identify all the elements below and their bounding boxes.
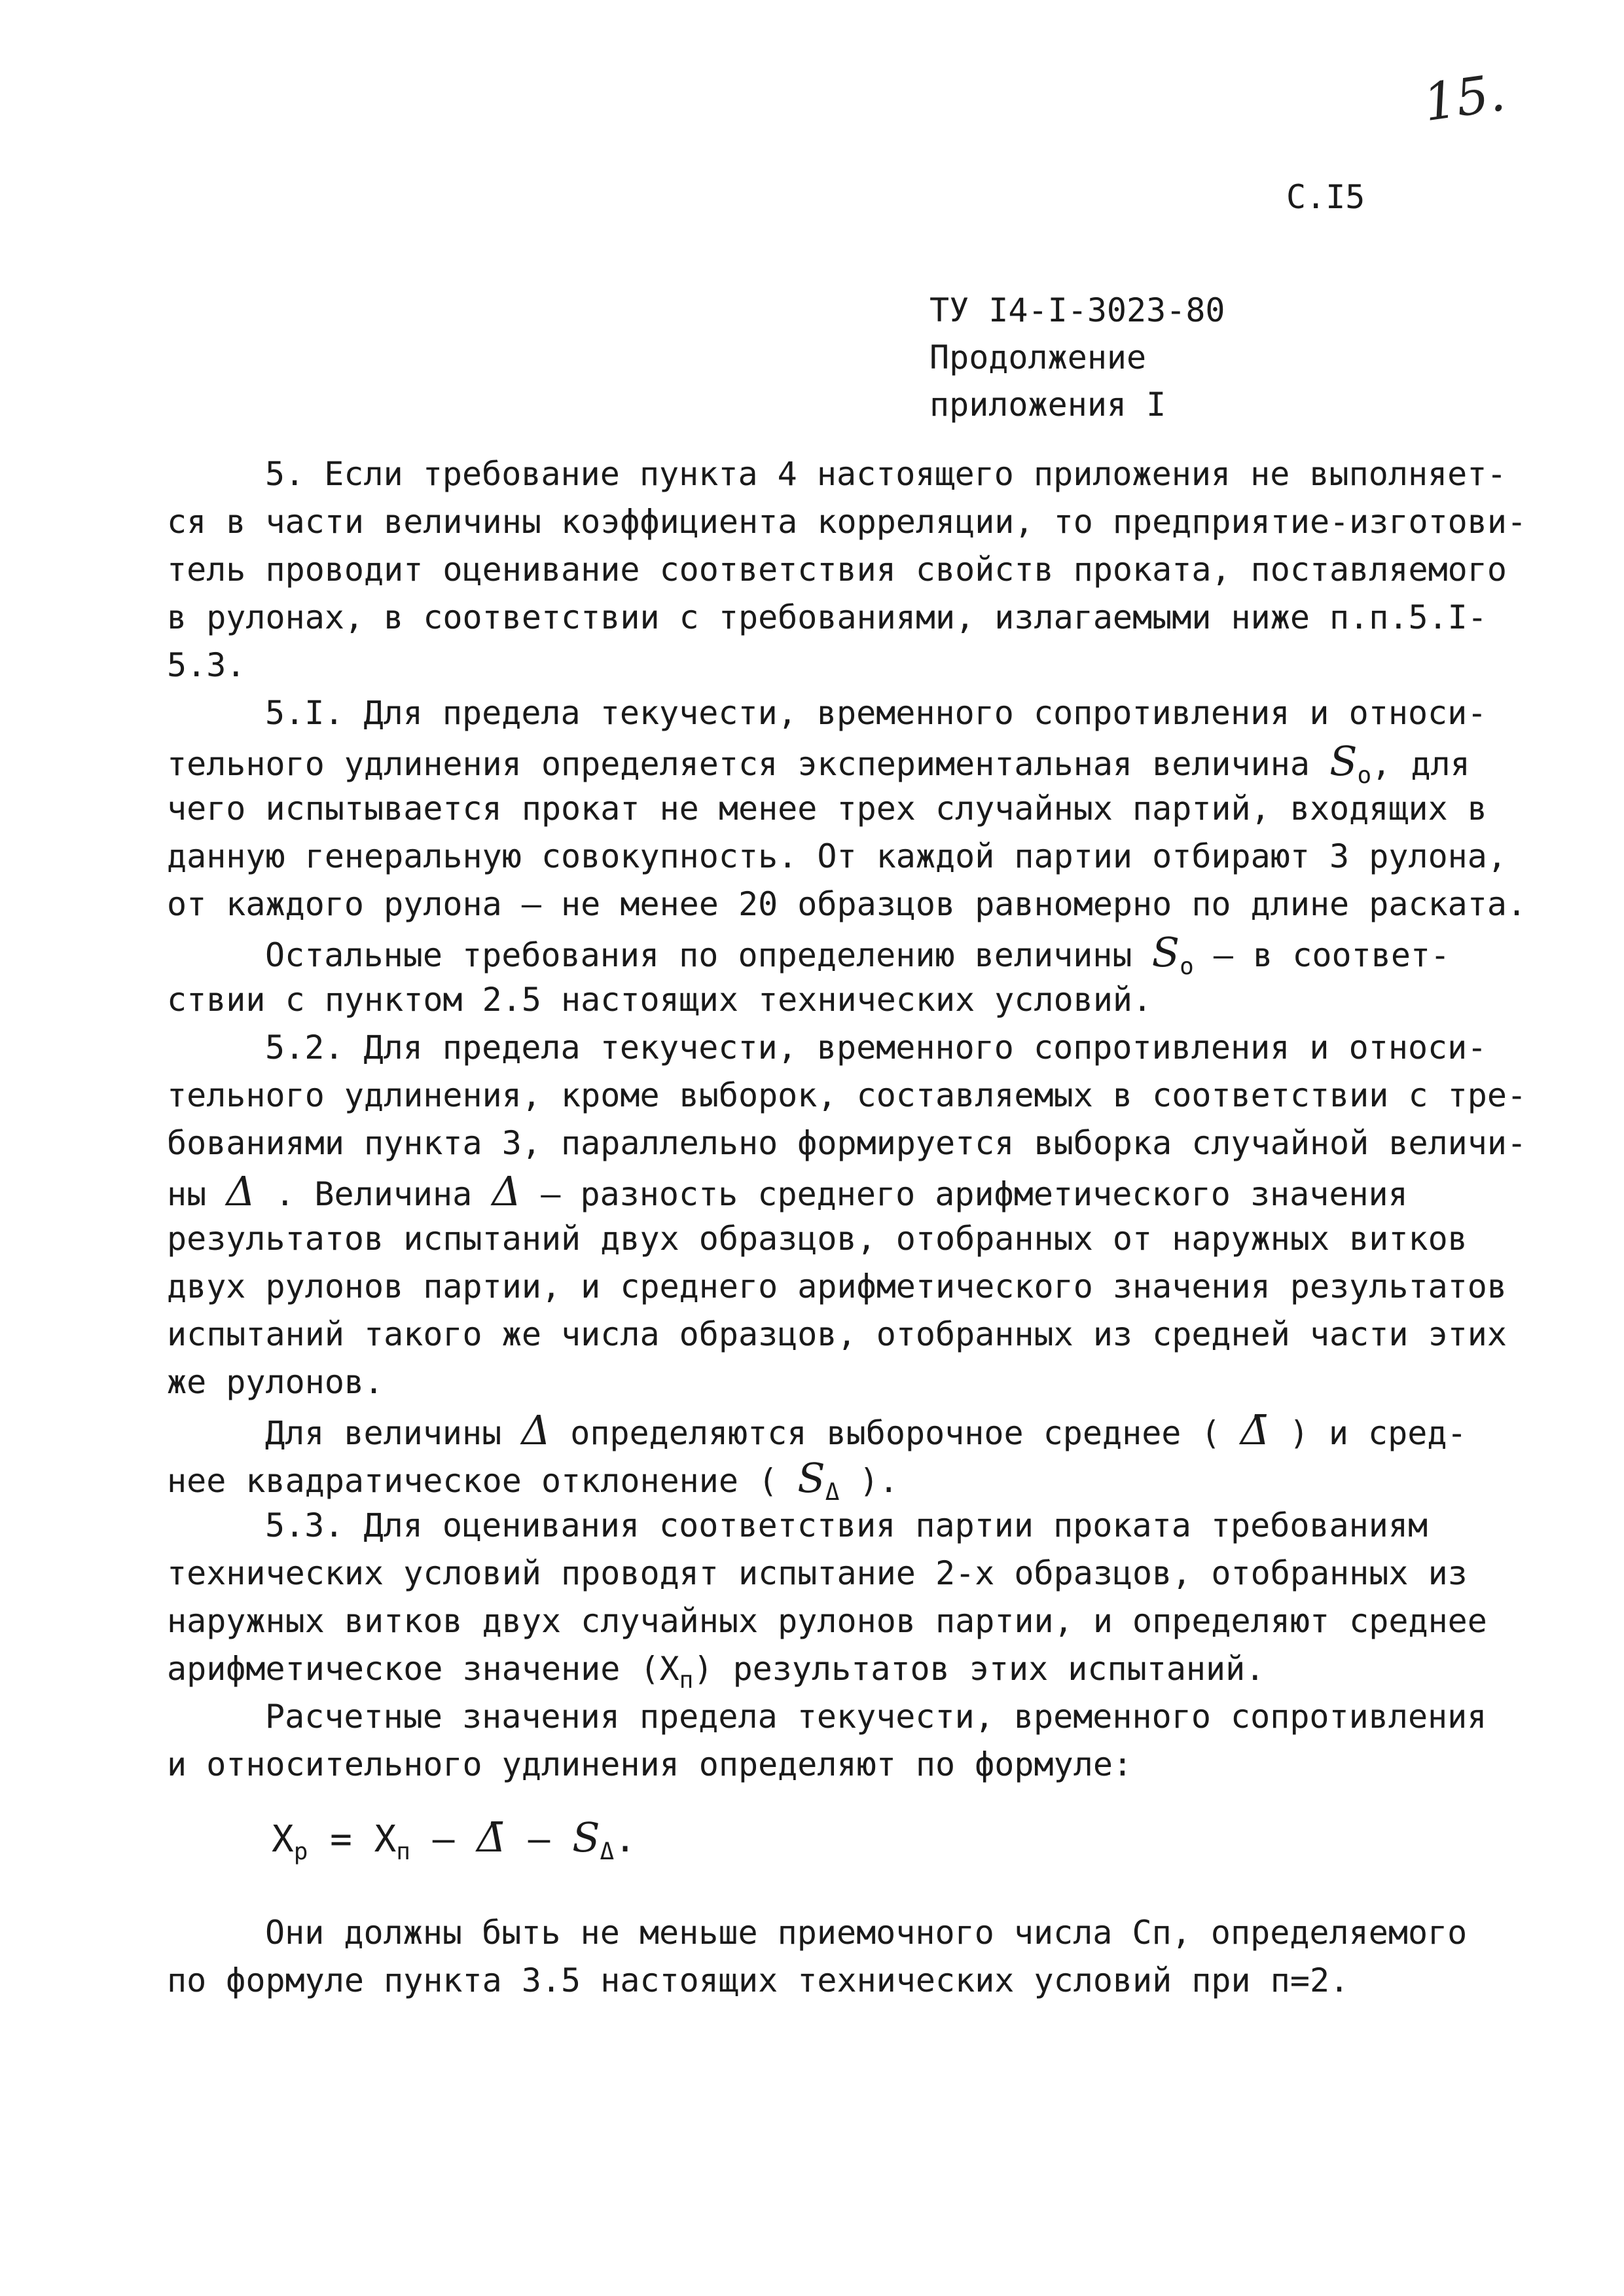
- text-line: чего испытывается прокат не менее трех случайных партий, входящих в: [167, 790, 1487, 828]
- subscript-p: р: [293, 1838, 308, 1865]
- formula-minus: –: [432, 1818, 455, 1861]
- subscript-delta: Δ: [825, 1479, 840, 1506]
- handwritten-page-number: 15.: [1420, 63, 1509, 134]
- formula-xn: X: [374, 1818, 397, 1861]
- text-line: [167, 1645, 1502, 1693]
- text-line: двух рулонов партии, и среднего арифметического значения результатов: [167, 1267, 1507, 1305]
- text-line: и относительного удлинения определяют по формуле:: [167, 1745, 1133, 1783]
- text-line: [167, 928, 1502, 980]
- text-line: же рулонов.: [167, 1363, 384, 1401]
- text-line: наружных витков двух случайных рулонов партии, и определяют среднее: [167, 1602, 1487, 1640]
- text-span: ны: [167, 1175, 207, 1213]
- text-span: Для величины: [265, 1414, 502, 1452]
- symbol-s: S: [1151, 928, 1180, 976]
- text-span: , для: [1371, 745, 1470, 783]
- text-line: тельного удлинения, кроме выборок, составляемых в соответствии с тре-: [167, 1076, 1527, 1114]
- spacer: [167, 1887, 1502, 1909]
- subscript-n: п: [396, 1838, 410, 1865]
- text-span: определяются выборочное среднее (: [570, 1414, 1221, 1452]
- symbol-s: S: [797, 1454, 825, 1502]
- subscript-n: п: [679, 1667, 694, 1694]
- continuation-line-1: Продолжение: [929, 338, 1147, 376]
- text-line: от каждого рулона – не менее 20 образцов равномерно по длине раската.: [167, 885, 1527, 923]
- text-span: – разность среднего арифметического значения: [541, 1175, 1408, 1213]
- text-line: 5.3. Для оценивания соответствия партии проката требованиям: [265, 1506, 1428, 1544]
- text-span: нее квадратическое отклонение (: [167, 1462, 778, 1500]
- symbol-s: S: [1329, 737, 1358, 785]
- text-line: по формуле пункта 3.5 настоящих технических условий при п=2.: [167, 1961, 1350, 1999]
- text-span: ) и сред-: [1289, 1414, 1467, 1452]
- text-line: тель проводит оценивание соответствия свойств проката, поставляемого: [167, 551, 1507, 589]
- text-line: [167, 1167, 1502, 1215]
- text-line: ся в части величины коэффициента корреляции, то предприятие-изготови-: [167, 503, 1527, 541]
- text-line: технических условий проводят испытание 2-х образцов, отобранных из: [167, 1554, 1468, 1592]
- text-span: арифметическое значение (X: [167, 1650, 679, 1688]
- symbol-delta-bar: Δ̄: [477, 1813, 506, 1861]
- document-body: [167, 450, 1527, 2005]
- subscript-o: о: [1180, 953, 1194, 980]
- text-span: ) результатов этих испытаний.: [693, 1650, 1265, 1688]
- text-span: тельного удлинения определяется экспериментальная величина: [167, 745, 1310, 783]
- page-number: С.І5: [1286, 178, 1365, 216]
- subscript-delta: Δ: [600, 1838, 615, 1865]
- text-line: испытаний такого же числа образцов, отобранных из средней части этих: [167, 1315, 1507, 1353]
- text-line: данную генеральную совокупность. От каждой партии отбирают 3 рулона,: [167, 837, 1507, 875]
- text-span: Остальные требования по определению величины: [265, 936, 1132, 974]
- symbol-s: S: [572, 1813, 600, 1861]
- text-line: ствии с пунктом 2.5 настоящих технических условий.: [167, 981, 1153, 1019]
- formula-end: .: [614, 1818, 636, 1861]
- formula-minus: –: [528, 1818, 550, 1861]
- text-line: результатов испытаний двух образцов, отобранных от наружных витков: [167, 1220, 1468, 1258]
- symbol-delta: Δ: [521, 1406, 551, 1454]
- formula-xp: X: [272, 1818, 294, 1861]
- text-line: [167, 1406, 1502, 1454]
- text-line: 5.2. Для предела текучести, временного сопротивления и относи-: [265, 1029, 1487, 1066]
- text-line: [167, 737, 1502, 789]
- doc-code: ТУ І4-І-3023-80: [929, 291, 1225, 329]
- text-line: Расчетные значения предела текучести, временного сопротивления: [265, 1698, 1487, 1736]
- symbol-delta: Δ: [492, 1167, 522, 1215]
- text-line: в рулонах, в соответствии с требованиями, излагаемыми ниже п.п.5.І-: [167, 598, 1487, 636]
- symbol-delta-bar: Δ̄: [1240, 1406, 1270, 1454]
- text-line: бованиями пункта 3, параллельно формируется выборка случайной величи-: [167, 1124, 1527, 1162]
- text-span: ).: [859, 1462, 899, 1500]
- text-line: 5.3.: [167, 646, 246, 684]
- document-header: [929, 287, 1225, 428]
- formula: [167, 1789, 1502, 1887]
- text-span: . Величина: [275, 1175, 473, 1213]
- text-line: Они должны быть не меньше приемочного числа Сп, определяемого: [265, 1914, 1468, 1952]
- text-span: – в соответ-: [1213, 936, 1451, 974]
- text-line: [167, 1454, 1502, 1506]
- symbol-delta: Δ: [226, 1167, 256, 1215]
- text-line: 5.І. Для предела текучести, временного сопротивления и относи-: [265, 694, 1487, 732]
- formula-equals: =: [330, 1818, 352, 1861]
- text-line: 5. Если требование пункта 4 настоящего приложения не выполняет-: [265, 455, 1507, 493]
- subscript-o: о: [1357, 762, 1372, 789]
- continuation-line-2: приложения І: [929, 386, 1166, 424]
